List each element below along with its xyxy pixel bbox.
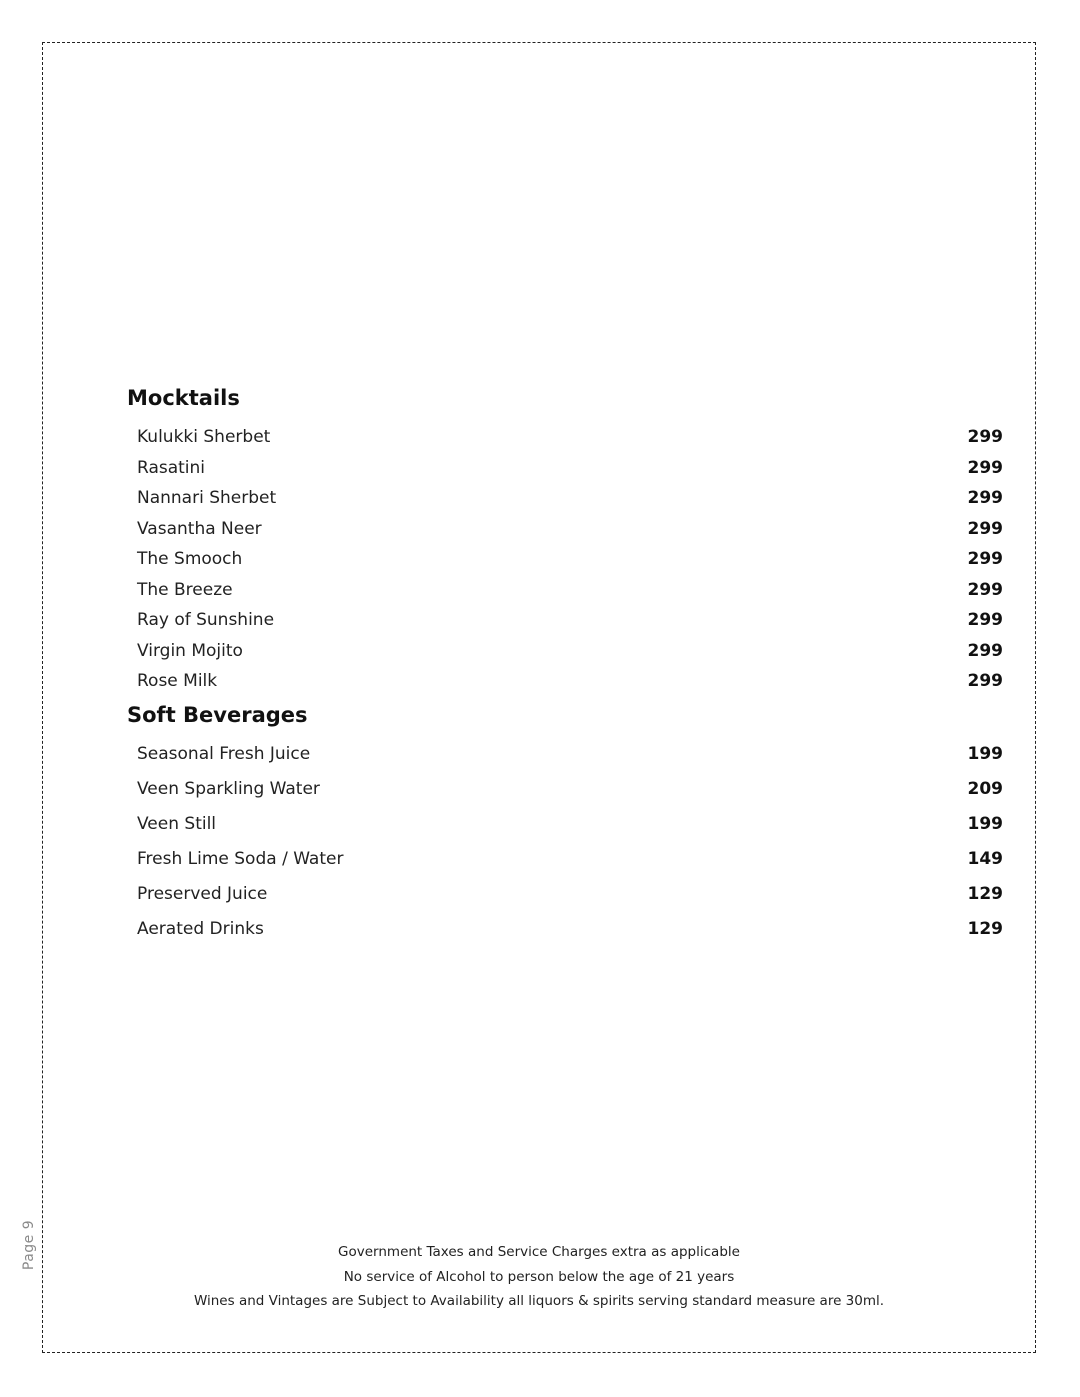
item-name: Seasonal Fresh Juice [137, 744, 311, 764]
menu-item [137, 814, 1003, 834]
item-price: 129 [967, 919, 1003, 939]
item-name: The Smooch [137, 549, 243, 569]
item-name: Rasatini [137, 458, 206, 478]
item-price: 149 [967, 849, 1003, 869]
item-name: The Breeze [137, 580, 233, 600]
footer-notes [42, 1240, 1036, 1314]
item-name: Nannari Sherbet [137, 488, 277, 508]
menu-item [137, 488, 1003, 508]
menu-item [137, 458, 1003, 478]
item-price: 299 [967, 610, 1003, 630]
item-price: 299 [967, 549, 1003, 569]
menu-item [137, 519, 1003, 539]
item-name: Preserved Juice [137, 884, 268, 904]
menu-item [137, 849, 1003, 869]
item-price: 299 [967, 458, 1003, 478]
menu-item [137, 671, 1003, 691]
item-price: 299 [967, 519, 1003, 539]
item-price: 299 [967, 671, 1003, 691]
item-price: 299 [967, 641, 1003, 661]
item-name: Veen Sparkling Water [137, 779, 320, 799]
item-price: 299 [967, 488, 1003, 508]
footer-note-age: No service of Alcohol to person below the age of 21 years [343, 1268, 735, 1285]
section-title-soft-beverages: Soft Beverages [127, 703, 308, 727]
section-title-mocktails: Mocktails [127, 386, 240, 410]
item-price: 299 [967, 427, 1003, 447]
footer-note-taxes: Government Taxes and Service Charges extra as applicable [338, 1244, 740, 1260]
item-price: 129 [967, 884, 1003, 904]
item-name: Kulukki Sherbet [137, 427, 271, 447]
item-name: Vasantha Neer [137, 519, 262, 539]
item-price: 209 [967, 779, 1003, 799]
menu-item [137, 919, 1003, 939]
item-price: 199 [967, 814, 1003, 834]
item-name: Aerated Drinks [137, 919, 264, 939]
item-name: Virgin Mojito [137, 641, 243, 661]
menu-item [137, 744, 1003, 764]
menu-item [137, 779, 1003, 799]
menu-item [137, 610, 1003, 630]
item-price: 299 [967, 580, 1003, 600]
page-border [42, 42, 1036, 1353]
menu-item [137, 641, 1003, 661]
footer-note-availability: Wines and Vintages are Subject to Availability all liquors & spirits serving standard measure are 30ml. [193, 1293, 885, 1309]
menu-item [137, 427, 1003, 447]
item-name: Rose Milk [137, 671, 218, 691]
item-name: Fresh Lime Soda / Water [137, 849, 344, 869]
menu-item [137, 549, 1003, 569]
page-number-label: Page 9 [21, 1219, 37, 1271]
item-price: 199 [967, 744, 1003, 764]
item-name: Ray of Sunshine [137, 610, 275, 630]
menu-item [137, 884, 1003, 904]
item-name: Veen Still [137, 814, 217, 834]
menu-item [137, 580, 1003, 600]
